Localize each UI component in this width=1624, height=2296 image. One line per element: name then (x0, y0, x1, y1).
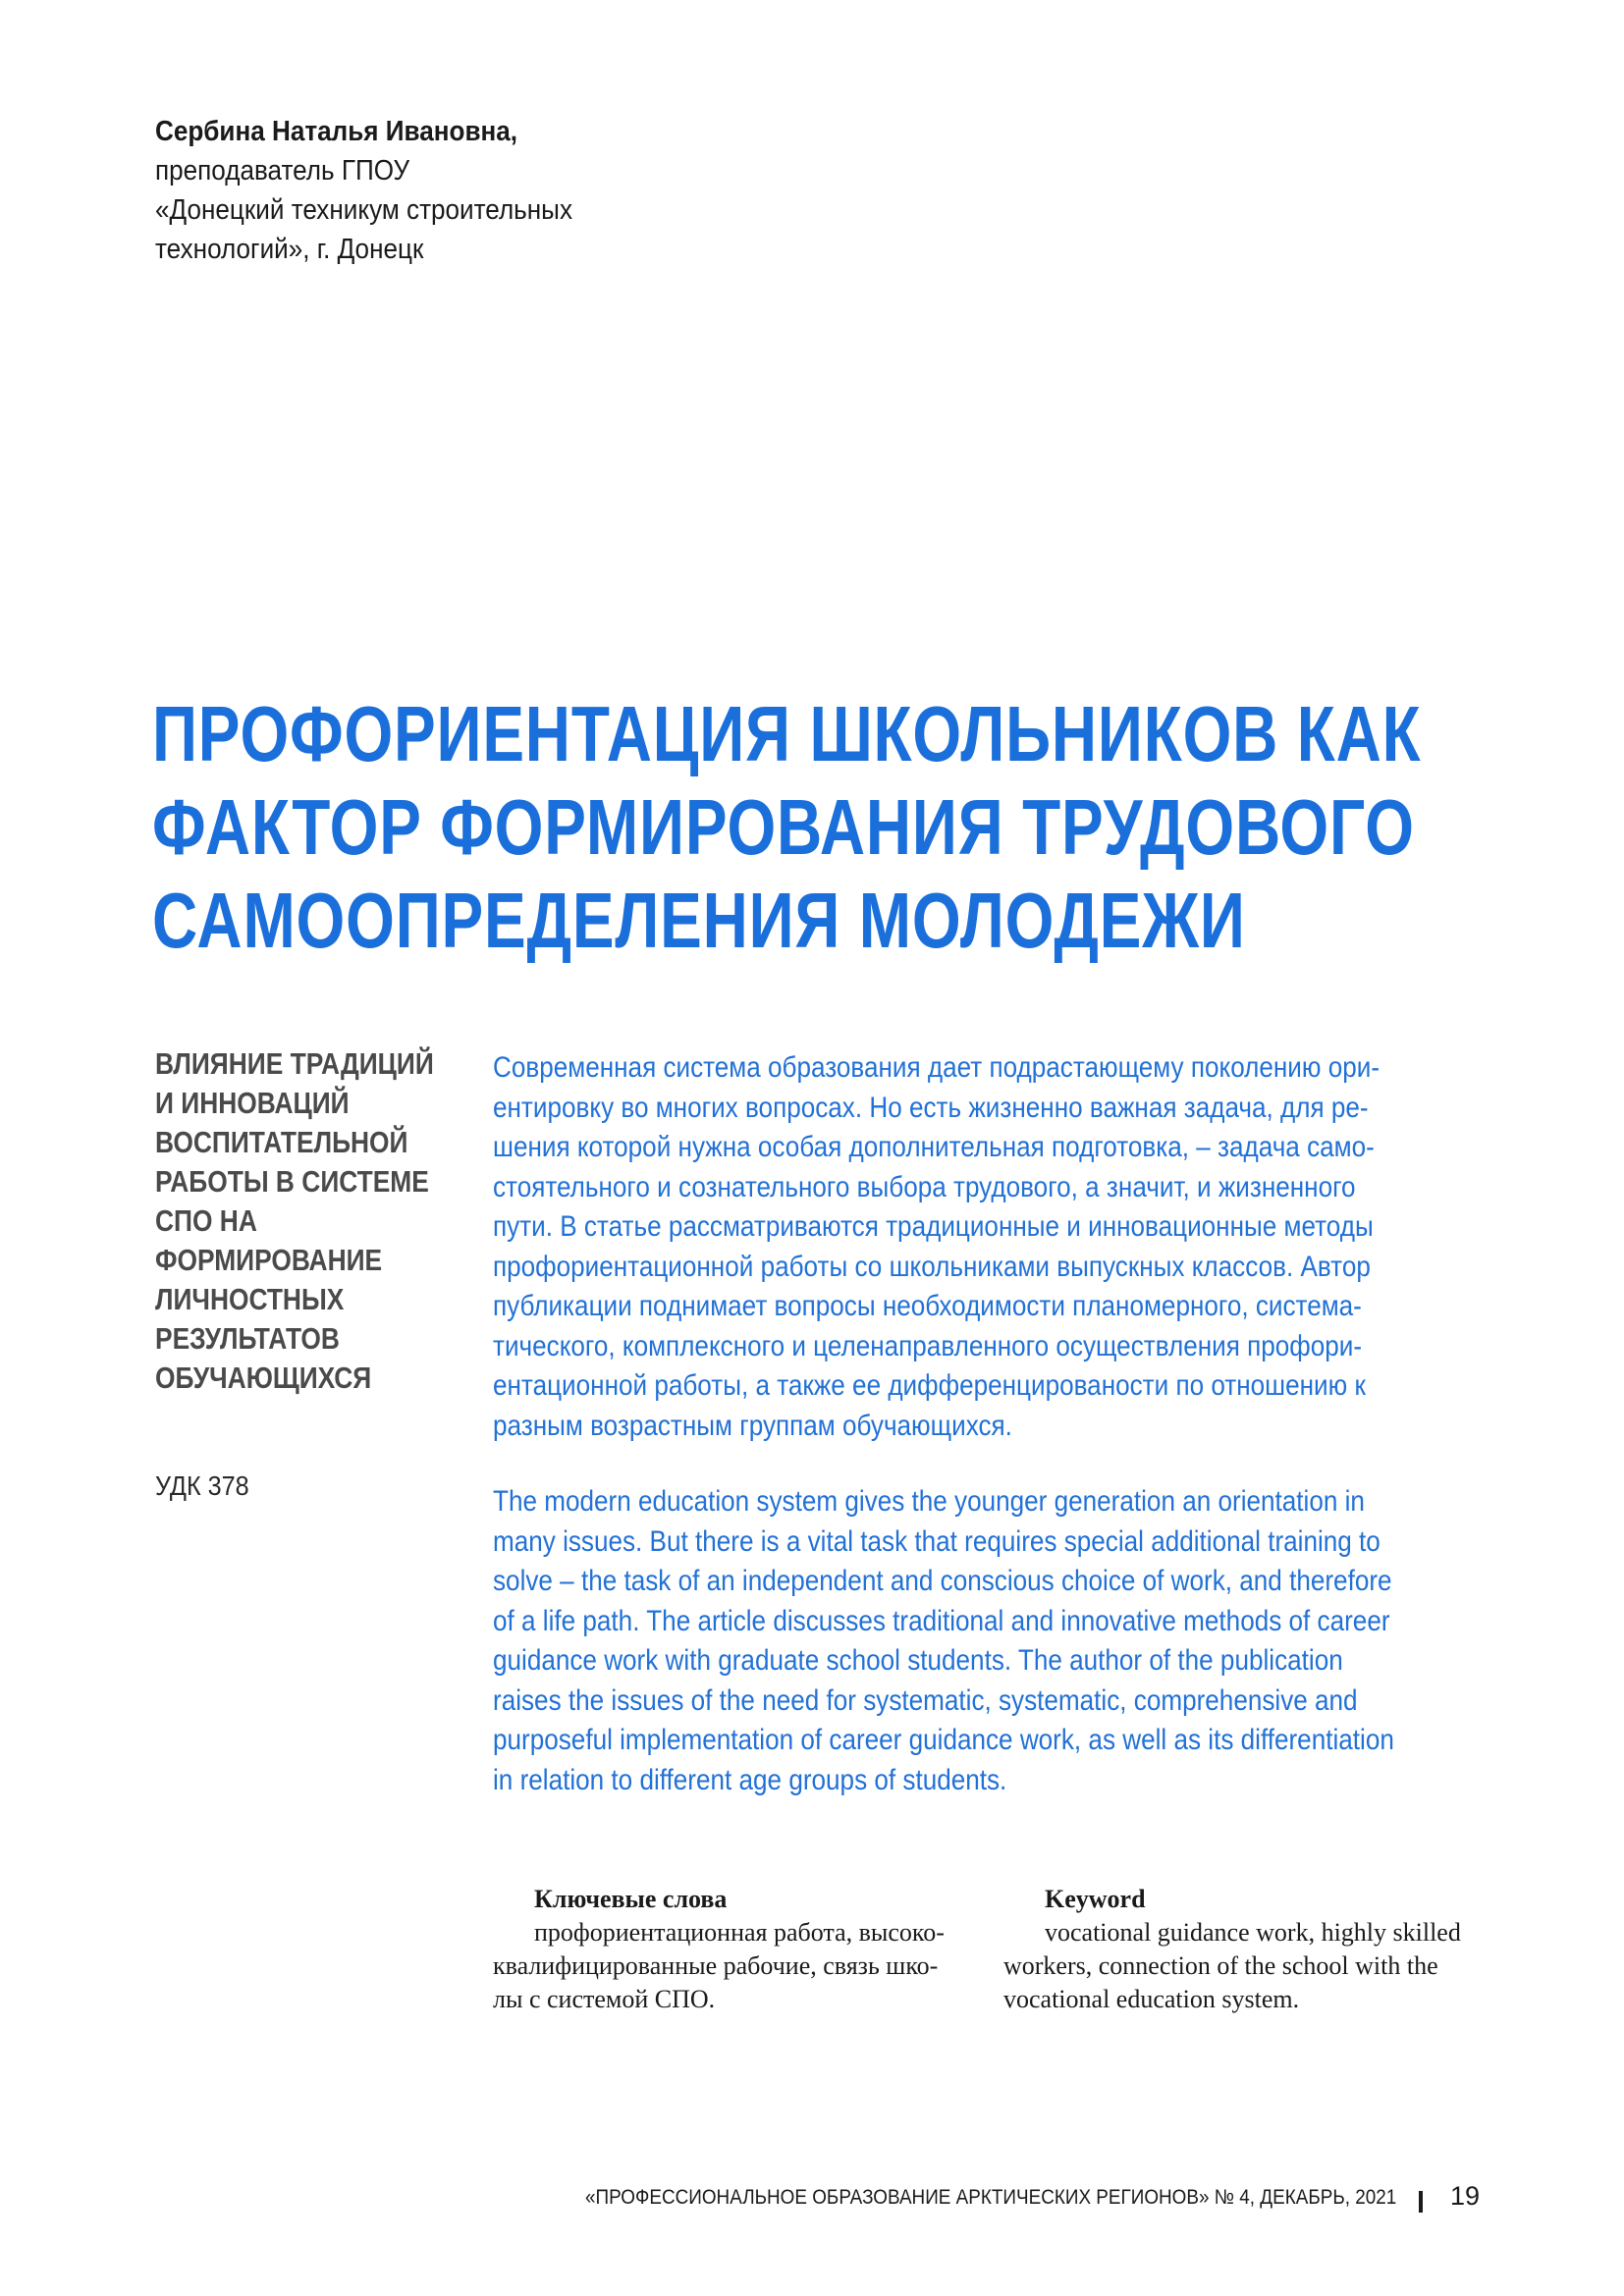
abstract-line: разным возрастным группам обучающихся. (493, 1409, 1012, 1442)
abstract-line: in relation to different age groups of students. (493, 1763, 1007, 1796)
title-line: САМООПРЕДЕЛЕНИЯ МОЛОДЕЖИ (152, 877, 1246, 964)
section-sidebar (155, 1044, 489, 1398)
abstract-line: The modern education system gives the younger generation an orientation in (493, 1485, 1365, 1518)
abstract-line: шения которой нужна особая дополнительная подготовка, – задача само- (493, 1131, 1375, 1163)
section-title-line: РАБОТЫ В СИСТЕМЕ (155, 1164, 429, 1199)
keywords-line: профориентационная работа, высоко- (534, 1918, 945, 1947)
journal-footer: «ПРОФЕССИОНАЛЬНОЕ ОБРАЗОВАНИЕ АРКТИЧЕСКИХ РЕГИОНОВ» № 4, ДЕКАБРЬ, 2021 (585, 2186, 1397, 2209)
keywords-line: квалифицированные рабочие, связь шко- (493, 1951, 939, 1980)
abstract-line: ентационной работы, а также ее дифференцированости по отношению к (493, 1369, 1366, 1402)
author-affiliation-line: технологий», г. Донецк (155, 234, 424, 265)
page-number: 19 (1450, 2181, 1481, 2211)
abstract-line: guidance work with graduate school students. The author of the publication (493, 1644, 1343, 1677)
keywords-line: vocational education system. (1003, 1985, 1300, 2013)
abstract-line: purposeful implementation of career guidance work, as well as its differentiation (493, 1724, 1394, 1756)
section-title-line: И ИННОВАЦИЙ (155, 1086, 350, 1120)
abstract-line: пути. В статье рассматриваются традиционные и инновационные методы (493, 1210, 1374, 1243)
abstract-line: of a life path. The article discusses traditional and innovative methods of career (493, 1604, 1390, 1637)
abstract-line: raises the issues of the need for systematic, systematic, comprehensive and (493, 1683, 1358, 1717)
section-title-line: ЛИЧНОСТНЫХ (155, 1282, 345, 1316)
section-title-line: ВОСПИТАТЕЛЬНОЙ (155, 1125, 408, 1159)
abstract-line: Современная система образования дает подрастающему поколению ори- (493, 1051, 1380, 1084)
section-title-line: ВЛИЯНИЕ ТРАДИЦИЙ (155, 1046, 434, 1081)
abstract-line: стоятельного и сознательного выбора трудового, а значит, и жизненного (493, 1170, 1356, 1203)
keywords-heading: Ключевые слова (534, 1885, 728, 1913)
abstract-line: профориентационной работы со школьниками выпускных классов. Автор (493, 1250, 1371, 1283)
abstract-line: solve – the task of an independent and conscious choice of work, and therefore (493, 1565, 1392, 1597)
abstract-line: many issues. But there is a vital task that requires special additional training to (493, 1524, 1380, 1558)
abstract-russian (493, 1048, 1380, 1446)
section-title-line: ФОРМИРОВАНИЕ (155, 1243, 383, 1277)
footer-divider (1419, 2191, 1423, 2213)
keywords-line: лы с системой СПО. (493, 1985, 716, 2013)
udk-code: УДК 378 (155, 1470, 249, 1501)
article-title (152, 687, 1422, 967)
abstract-english (493, 1482, 1394, 1800)
section-title (155, 1044, 489, 1398)
abstract-line: тического, комплексного и целенаправленного осуществления профори- (493, 1329, 1363, 1362)
abstract-line: ентировку во многих вопросах. Но есть жизненно важная задача, для ре- (493, 1091, 1369, 1124)
keywords-line: workers, connection of the school with the (1003, 1951, 1438, 1980)
author-block (155, 112, 685, 269)
keywords-russian (493, 1883, 974, 2016)
author-name: Сербина Наталья Ивановна, (155, 116, 518, 147)
abstract-line: публикации поднимает вопросы необходимости планомерного, система- (493, 1290, 1362, 1322)
section-title-line: РЕЗУЛЬТАТОВ (155, 1321, 340, 1356)
author-affiliation-line: преподаватель ГПОУ (155, 155, 410, 187)
title-line: ПРОФОРИЕНТАЦИЯ ШКОЛЬНИКОВ КАК (152, 690, 1422, 777)
title-line: ФАКТОР ФОРМИРОВАНИЯ ТРУДОВОГО (152, 783, 1415, 871)
section-title-line: СПО НА (155, 1203, 257, 1238)
keywords-heading: Keyword (1045, 1885, 1146, 1913)
keywords-line: vocational guidance work, highly skilled (1045, 1918, 1461, 1947)
author-affiliation-line: «Донецкий техникум строительных (155, 194, 572, 226)
section-title-line: ОБУЧАЮЩИХСЯ (155, 1361, 372, 1395)
keywords-english (1003, 1883, 1485, 2016)
